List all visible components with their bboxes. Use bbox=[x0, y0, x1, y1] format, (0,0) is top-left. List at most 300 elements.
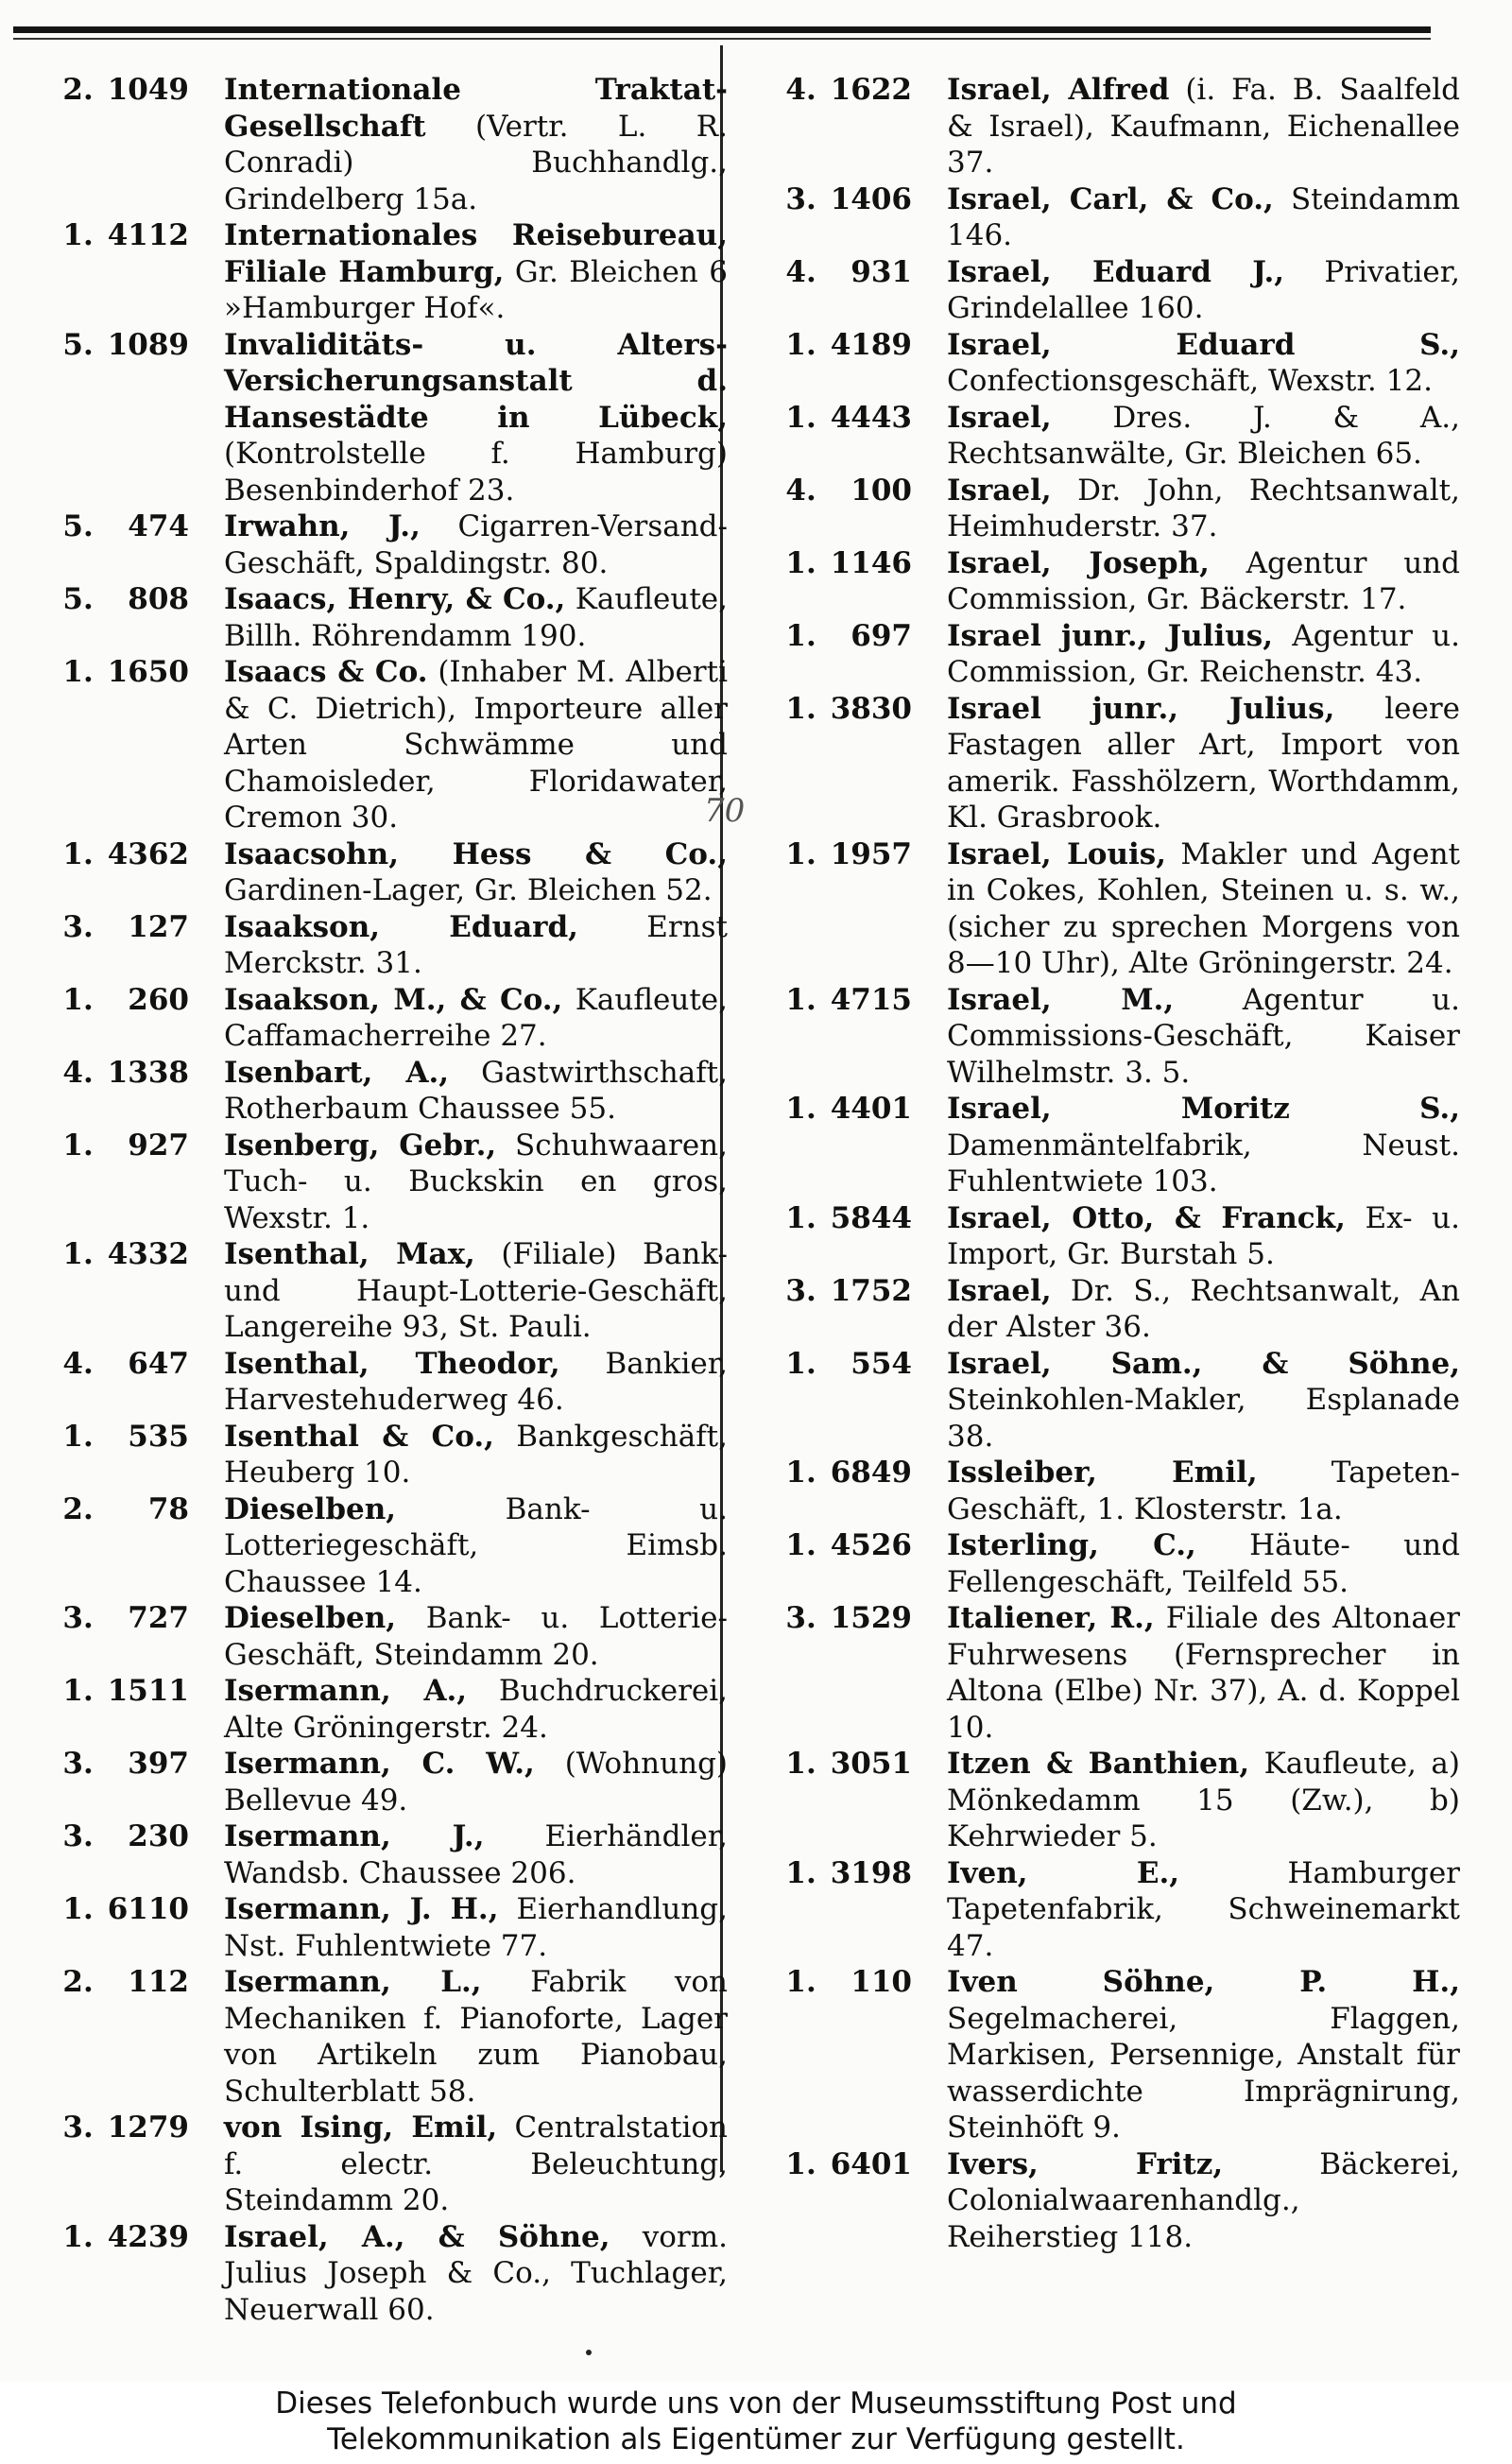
directory-entry bbox=[47, 217, 728, 327]
phone-number: 3 . 1279 bbox=[47, 2110, 213, 2146]
subscriber-number: 4189 bbox=[830, 327, 912, 362]
entry-text bbox=[213, 2219, 728, 2329]
directory-entry bbox=[47, 836, 728, 909]
subscriber-details: Steindamm 146. bbox=[947, 181, 1460, 252]
subscriber-number: 1146 bbox=[830, 545, 912, 580]
exchange-zone: 5 bbox=[62, 509, 83, 543]
subscriber-name: Ivers, Fritz, bbox=[947, 2146, 1224, 2181]
handwritten-correction: 70 bbox=[704, 792, 746, 830]
exchange-zone: 1 bbox=[785, 836, 806, 871]
subscriber-name: Isermann, J., bbox=[224, 1819, 485, 1853]
subscriber-details: Kaufleute, Caffamacherreihe 27. bbox=[224, 982, 728, 1053]
subscriber-details: Gardinen-Lager, Gr. Bleichen 52. bbox=[224, 873, 713, 907]
subscriber-details: Buchdruckerei, Alte Gröningerstr. 24. bbox=[224, 1674, 728, 1745]
subscriber-name: Israel, bbox=[947, 473, 1052, 508]
exchange-zone: 1 bbox=[785, 545, 806, 580]
phone-number: 4 . 1622 bbox=[770, 72, 936, 109]
entry-text bbox=[213, 581, 728, 654]
exchange-zone: 1 bbox=[62, 1419, 83, 1454]
subscriber-details: Gastwirthschaft, Rotherbaum Chaussee 55. bbox=[224, 1055, 728, 1126]
subscriber-details: Bankgeschäft, Heuberg 10. bbox=[224, 1419, 728, 1490]
directory-entry bbox=[47, 654, 728, 836]
phone-number: 1 . 6401 bbox=[770, 2146, 936, 2183]
phone-number: 3 . 1406 bbox=[770, 181, 936, 218]
subscriber-details: (Inhaber M. Alberti & C. Dietrich), Importeure aller Arten Schwämme und Chamoisleder, Floridawater, Cremon 30. bbox=[224, 655, 728, 835]
directory-entry bbox=[47, 1419, 728, 1491]
directory-entry bbox=[47, 1673, 728, 1746]
subscriber-name: Israel, M., bbox=[947, 982, 1175, 1017]
subscriber-details: Agentur u. Commissions-Geschäft, Kaiser Wilhelmstr. 3. 5. bbox=[947, 982, 1461, 1090]
phone-number: 1 . 1511 bbox=[47, 1673, 213, 1710]
entry-text bbox=[213, 72, 728, 217]
subscriber-details: Privatier, Grindelallee 160. bbox=[947, 254, 1460, 325]
subscriber-number: 1529 bbox=[830, 1601, 912, 1635]
exchange-zone: 1 bbox=[62, 1892, 83, 1926]
exchange-zone: 1 bbox=[785, 1965, 806, 1999]
subscriber-name: Isaakson, M., & Co., bbox=[224, 982, 563, 1017]
phone-number: 1 . 4112 bbox=[47, 217, 213, 254]
subscriber-number: 1752 bbox=[830, 1273, 912, 1308]
entry-text bbox=[213, 1491, 728, 1601]
phone-number: 1 . 4189 bbox=[770, 327, 936, 364]
entry-text bbox=[213, 1600, 728, 1673]
directory-entry bbox=[770, 254, 1460, 327]
subscriber-number: 4362 bbox=[107, 836, 189, 871]
exchange-zone: 1 bbox=[62, 1237, 83, 1271]
entry-text bbox=[213, 1346, 728, 1419]
subscriber-name: Isenthal & Co., bbox=[224, 1419, 494, 1454]
exchange-zone: 3 bbox=[62, 909, 83, 944]
subscriber-name: Israel, Eduard J., bbox=[947, 254, 1285, 289]
phone-number: 1 . 535 bbox=[47, 1419, 213, 1456]
entry-text bbox=[213, 1964, 728, 2110]
entry-text bbox=[213, 217, 728, 327]
subscriber-details: Makler und Agent in Cokes, Kohlen, Steinen u. s. w., (sicher zu sprechen Morgens von 8—10 Uhr), Alte Gröningerstr. 24. bbox=[947, 836, 1460, 980]
subscriber-name: Invaliditäts- u. Alters-Versicherungsanstalt d. Hansestädte in Lübeck, bbox=[224, 327, 728, 435]
subscriber-details: Dr. S., Rechtsanwalt, An der Alster 36. bbox=[947, 1273, 1460, 1344]
subscriber-number: 4401 bbox=[830, 1092, 912, 1126]
entry-text bbox=[213, 1891, 728, 1964]
subscriber-number: 4239 bbox=[107, 2219, 189, 2254]
directory-entry bbox=[47, 1964, 728, 2110]
subscriber-details: Gr. Bleichen 6 »Hamburger Hof«. bbox=[224, 254, 728, 325]
subscriber-name: Dieselben, bbox=[224, 1491, 397, 1526]
subscriber-name: Isermann, A., bbox=[224, 1674, 468, 1708]
entry-text bbox=[936, 1346, 1460, 1456]
footer-line-2: Telekommunikation als Eigentümer zur Verfügung gestellt. bbox=[327, 2422, 1185, 2456]
exchange-zone: 1 bbox=[785, 1855, 806, 1890]
entry-text bbox=[936, 473, 1460, 545]
subscriber-details: (Kontrolstelle f. Hamburg) Besenbinderhof 23. bbox=[224, 437, 728, 508]
subscriber-number: 808 bbox=[128, 582, 189, 616]
subscriber-number: 535 bbox=[128, 1419, 189, 1454]
right-column bbox=[770, 72, 1460, 2255]
subscriber-name: Isenthal, Max, bbox=[224, 1237, 475, 1271]
subscriber-number: 4112 bbox=[107, 218, 189, 252]
subscriber-details: Ex- u. Import, Gr. Burstah 5. bbox=[947, 1200, 1460, 1271]
entry-text bbox=[213, 1419, 728, 1491]
subscriber-number: 927 bbox=[128, 1128, 189, 1163]
subscriber-details: Tapeten-Geschäft, 1. Klosterstr. 1a. bbox=[947, 1456, 1460, 1526]
subscriber-name: Isterling, C., bbox=[947, 1528, 1196, 1562]
subscriber-name: Israel, A., & Söhne, bbox=[224, 2219, 610, 2254]
phone-number: 5 . 474 bbox=[47, 508, 213, 545]
subscriber-name: Isaacsohn, Hess & Co., bbox=[224, 836, 728, 871]
exchange-zone: 4 bbox=[62, 1055, 83, 1090]
subscriber-name: Italiener, R., bbox=[947, 1601, 1155, 1635]
exchange-zone: 4 bbox=[785, 254, 806, 289]
subscriber-number: 1957 bbox=[830, 836, 912, 871]
footer-credit bbox=[0, 2382, 1512, 2464]
subscriber-details: Filiale des Altonaer Fuhrwesens (Fernsprecher in Altona (Elbe) Nr. 37), A. d. Koppel 10. bbox=[947, 1601, 1460, 1745]
directory-entry bbox=[47, 982, 728, 1055]
exchange-zone: 1 bbox=[62, 2219, 83, 2254]
phone-number: 1 . 4239 bbox=[47, 2219, 213, 2256]
subscriber-number: 931 bbox=[850, 254, 912, 289]
phone-number: 4 . 100 bbox=[770, 473, 936, 509]
entry-text bbox=[213, 1746, 728, 1818]
directory-entry bbox=[770, 545, 1460, 618]
subscriber-details: vorm. Julius Joseph & Co., Tuchlager, Neuerwall 60. bbox=[224, 2219, 728, 2327]
exchange-zone: 1 bbox=[785, 1456, 806, 1490]
directory-entry bbox=[770, 1855, 1460, 1965]
entry-text bbox=[213, 1673, 728, 1746]
exchange-zone: 1 bbox=[62, 1674, 83, 1708]
phone-number: 1 . 697 bbox=[770, 618, 936, 655]
directory-entry bbox=[770, 1346, 1460, 1456]
subscriber-number: 3830 bbox=[830, 691, 912, 726]
ink-dot bbox=[586, 2350, 592, 2355]
entry-text bbox=[936, 72, 1460, 181]
subscriber-name: Israel, Sam., & Söhne, bbox=[947, 1346, 1460, 1381]
exchange-zone: 1 bbox=[785, 2146, 806, 2181]
subscriber-number: 230 bbox=[128, 1819, 189, 1853]
entry-text bbox=[936, 545, 1460, 618]
top-rule-thin bbox=[13, 38, 1431, 40]
directory-entry bbox=[770, 691, 1460, 836]
phone-number: 1 . 1146 bbox=[770, 545, 936, 582]
exchange-zone: 1 bbox=[62, 982, 83, 1017]
subscriber-name: Dieselben, bbox=[224, 1601, 397, 1635]
subscriber-details: Steinkohlen-Makler, Esplanade 38. bbox=[947, 1383, 1460, 1454]
subscriber-name: Isenthal, Theodor, bbox=[224, 1346, 560, 1381]
entry-text bbox=[936, 1455, 1460, 1527]
directory-entry bbox=[47, 1600, 728, 1673]
subscriber-number: 554 bbox=[850, 1346, 912, 1381]
directory-entry bbox=[770, 1091, 1460, 1200]
entry-text bbox=[213, 836, 728, 909]
entry-text bbox=[936, 1855, 1460, 1965]
subscriber-number: 112 bbox=[128, 1965, 189, 1999]
directory-entry bbox=[47, 1746, 728, 1818]
subscriber-name: Iven, E., bbox=[947, 1855, 1180, 1890]
entry-text bbox=[936, 1746, 1460, 1855]
entry-text bbox=[936, 254, 1460, 327]
subscriber-details: (Vertr. L. R. Conradi) Buchhandlg., Grindelberg 15a. bbox=[224, 109, 728, 216]
exchange-zone: 1 bbox=[785, 618, 806, 653]
entry-text bbox=[936, 691, 1460, 836]
subscriber-number: 6110 bbox=[107, 1892, 189, 1926]
subscriber-details: leere Fastagen aller Art, Import von amerik. Fasshölzern, Worthdamm, Kl. Grasbrook. bbox=[947, 691, 1460, 835]
entry-text bbox=[936, 181, 1460, 254]
phone-number: 3 . 727 bbox=[47, 1600, 213, 1637]
entry-text bbox=[936, 982, 1460, 1092]
subscriber-details: Fabrik von Mechaniken f. Pianoforte, Lager von Artikeln zum Pianobau, Schulterblatt 58. bbox=[224, 1965, 728, 2109]
subscriber-number: 1089 bbox=[107, 327, 189, 362]
directory-entry bbox=[770, 327, 1460, 400]
subscriber-details: Bank- u. Lotterie-Geschäft, Steindamm 20. bbox=[224, 1601, 728, 1672]
phone-number: 2 . 78 bbox=[47, 1491, 213, 1528]
subscriber-details: Cigarren-Versand-Geschäft, Spaldingstr. 80. bbox=[224, 509, 728, 580]
phone-number: 1 . 6110 bbox=[47, 1891, 213, 1928]
exchange-zone: 1 bbox=[785, 1747, 806, 1781]
subscriber-number: 78 bbox=[147, 1491, 189, 1526]
exchange-zone: 1 bbox=[62, 836, 83, 871]
entry-text bbox=[213, 2110, 728, 2219]
subscriber-number: 1338 bbox=[107, 1055, 189, 1090]
subscriber-details: Häute- und Fellengeschäft, Teilfeld 55. bbox=[947, 1528, 1460, 1599]
entry-text bbox=[936, 1527, 1460, 1600]
directory-entry bbox=[770, 1964, 1460, 2146]
subscriber-number: 474 bbox=[128, 509, 189, 543]
subscriber-name: Isermann, C. W., bbox=[224, 1747, 535, 1781]
entry-text bbox=[936, 400, 1460, 473]
directory-entry bbox=[47, 1128, 728, 1237]
exchange-zone: 1 bbox=[62, 1128, 83, 1163]
phone-number: 1 . 4401 bbox=[770, 1091, 936, 1128]
subscriber-number: 4526 bbox=[830, 1528, 912, 1562]
entry-text bbox=[213, 327, 728, 509]
subscriber-details: (Filiale) Bank- und Haupt-Lotterie-Geschäft, Langereihe 93, St. Pauli. bbox=[224, 1237, 728, 1344]
exchange-zone: 1 bbox=[785, 1092, 806, 1126]
directory-entry bbox=[47, 2219, 728, 2329]
subscriber-name: Israel, bbox=[947, 400, 1052, 435]
phone-number: 3 . 230 bbox=[47, 1818, 213, 1855]
subscriber-number: 110 bbox=[850, 1965, 912, 1999]
exchange-zone: 3 bbox=[785, 1273, 806, 1308]
directory-entry bbox=[770, 1455, 1460, 1527]
subscriber-details: Segelmacherei, Flaggen, Markisen, Persennige, Anstalt für wasserdichte Imprägnirung, Steinhöft 9. bbox=[947, 2001, 1460, 2145]
directory-entry bbox=[770, 1746, 1460, 1855]
subscriber-number: 1622 bbox=[830, 73, 912, 107]
subscriber-name: Isenbart, A., bbox=[224, 1055, 450, 1090]
subscriber-details: Ernst Merckstr. 31. bbox=[224, 909, 729, 980]
directory-entry bbox=[770, 72, 1460, 181]
subscriber-number: 1406 bbox=[830, 181, 912, 216]
subscriber-details: Bank- u. Lotteriegeschäft, Eimsb. Chaussee 14. bbox=[224, 1491, 728, 1599]
exchange-zone: 1 bbox=[62, 218, 83, 252]
phone-number: 2 . 112 bbox=[47, 1964, 213, 2001]
exchange-zone: 5 bbox=[62, 582, 83, 616]
subscriber-details: Dr. John, Rechtsanwalt, Heimhuderstr. 37. bbox=[947, 473, 1460, 543]
subscriber-name: Israel, Joseph, bbox=[947, 545, 1210, 580]
subscriber-name: Israel, Moritz S., bbox=[947, 1092, 1460, 1126]
phone-number: 3 . 1752 bbox=[770, 1273, 936, 1310]
phone-number: 5 . 1089 bbox=[47, 327, 213, 364]
directory-entry bbox=[47, 1236, 728, 1346]
exchange-zone: 1 bbox=[785, 327, 806, 362]
subscriber-details: Centralstation f. electr. Beleuchtung, Steindamm 20. bbox=[224, 2111, 728, 2217]
directory-entry bbox=[770, 1600, 1460, 1746]
subscriber-number: 260 bbox=[128, 982, 189, 1017]
directory-entry bbox=[47, 909, 728, 982]
phone-number: 1 . 554 bbox=[770, 1346, 936, 1383]
exchange-zone: 2 bbox=[62, 1491, 83, 1526]
subscriber-name: Internationales Reisebureau, Filiale Hamburg, bbox=[224, 218, 728, 289]
phone-number: 3 . 397 bbox=[47, 1746, 213, 1783]
subscriber-details: Bankier, Harvestehuderweg 46. bbox=[224, 1346, 728, 1417]
subscriber-number: 727 bbox=[128, 1601, 189, 1635]
directory-entry bbox=[47, 1055, 728, 1128]
subscriber-name: Israel, Eduard S., bbox=[947, 327, 1460, 362]
directory-entry bbox=[770, 836, 1460, 982]
exchange-zone: 2 bbox=[62, 1965, 83, 1999]
subscriber-number: 6401 bbox=[830, 2146, 912, 2181]
directory-entry bbox=[770, 181, 1460, 254]
subscriber-name: Isenberg, Gebr., bbox=[224, 1128, 497, 1163]
subscriber-number: 3198 bbox=[830, 1855, 912, 1890]
subscriber-details: (i. Fa. B. Saalfeld & Israel), Kaufmann, Eichenallee 37. bbox=[947, 73, 1460, 180]
subscriber-details: Schuhwaaren, Tuch- u. Buckskin en gros, Wexstr. 1. bbox=[224, 1128, 728, 1235]
subscriber-details: Agentur u. Commission, Gr. Reichenstr. 43. bbox=[947, 618, 1460, 689]
directory-entry bbox=[770, 982, 1460, 1092]
exchange-zone: 3 bbox=[62, 2111, 83, 2145]
phone-number: 4 . 1338 bbox=[47, 1055, 213, 1092]
entry-text bbox=[213, 1236, 728, 1346]
directory-entry bbox=[47, 508, 728, 581]
subscriber-number: 4443 bbox=[830, 400, 912, 435]
subscriber-number: 4332 bbox=[107, 1237, 189, 1271]
subscriber-name: Iven Söhne, P. H., bbox=[947, 1965, 1460, 1999]
directory-entry bbox=[770, 1273, 1460, 1346]
entry-text bbox=[936, 2146, 1460, 2256]
subscriber-name: Israel, Otto, & Franck, bbox=[947, 1200, 1346, 1235]
phone-number: 1 . 927 bbox=[47, 1128, 213, 1164]
subscriber-number: 127 bbox=[128, 909, 189, 944]
phone-number: 3 . 1529 bbox=[770, 1600, 936, 1637]
exchange-zone: 4 bbox=[785, 473, 806, 508]
subscriber-details: Damenmäntelfabrik, Neust. Fuhlentwiete 103. bbox=[947, 1128, 1460, 1198]
phone-number: 4 . 931 bbox=[770, 254, 936, 291]
entry-text bbox=[936, 1964, 1460, 2146]
entry-text bbox=[213, 1818, 728, 1891]
top-rule bbox=[13, 26, 1431, 33]
exchange-zone: 1 bbox=[785, 691, 806, 726]
subscriber-name: Internationale Traktat-Gesellschaft bbox=[224, 73, 728, 144]
subscriber-name: von Ising, Emil, bbox=[224, 2111, 498, 2145]
directory-entry bbox=[770, 1200, 1460, 1273]
phone-number: 1 . 1650 bbox=[47, 654, 213, 691]
subscriber-number: 1650 bbox=[107, 655, 189, 689]
exchange-zone: 1 bbox=[785, 1346, 806, 1381]
phone-number: 1 . 4715 bbox=[770, 982, 936, 1019]
exchange-zone: 5 bbox=[62, 327, 83, 362]
exchange-zone: 1 bbox=[62, 655, 83, 689]
subscriber-number: 1279 bbox=[107, 2111, 189, 2145]
phone-number: 5 . 808 bbox=[47, 581, 213, 618]
directory-entry bbox=[47, 1818, 728, 1891]
subscriber-name: Israel, Carl, & Co., bbox=[947, 181, 1274, 216]
directory-entry bbox=[47, 327, 728, 509]
phone-number: 1 . 3051 bbox=[770, 1746, 936, 1783]
subscriber-number: 1049 bbox=[107, 73, 189, 107]
subscriber-details: Eierhandlung, Nst. Fuhlentwiete 77. bbox=[224, 1892, 728, 1963]
entry-text bbox=[936, 1273, 1460, 1346]
phone-number: 3 . 127 bbox=[47, 909, 213, 946]
subscriber-number: 6849 bbox=[830, 1456, 912, 1490]
directory-entry bbox=[47, 1891, 728, 1964]
phone-number: 2 . 1049 bbox=[47, 72, 213, 109]
exchange-zone: 1 bbox=[785, 982, 806, 1017]
footer-line-1: Dieses Telefonbuch wurde uns von der Museumsstiftung Post und bbox=[275, 2386, 1237, 2421]
directory-entry bbox=[47, 2110, 728, 2219]
exchange-zone: 3 bbox=[62, 1747, 83, 1781]
exchange-zone: 3 bbox=[62, 1601, 83, 1635]
phone-number: 1 . 3830 bbox=[770, 691, 936, 728]
exchange-zone: 3 bbox=[785, 181, 806, 216]
subscriber-details: Agentur und Commission, Gr. Bäckerstr. 17. bbox=[947, 545, 1460, 616]
left-column bbox=[47, 72, 728, 2328]
subscriber-number: 697 bbox=[850, 618, 912, 653]
directory-entry bbox=[770, 2146, 1460, 2256]
exchange-zone: 1 bbox=[785, 400, 806, 435]
directory-entry bbox=[47, 72, 728, 217]
entry-text bbox=[213, 508, 728, 581]
entry-text bbox=[936, 1200, 1460, 1273]
subscriber-number: 4715 bbox=[830, 982, 912, 1017]
subscriber-name: Israel, Louis, bbox=[947, 836, 1167, 871]
phone-number: 1 . 5844 bbox=[770, 1200, 936, 1237]
exchange-zone: 4 bbox=[62, 1346, 83, 1381]
directory-entry bbox=[770, 1527, 1460, 1600]
subscriber-name: Isermann, L., bbox=[224, 1965, 482, 1999]
phone-number: 1 . 110 bbox=[770, 1964, 936, 2001]
subscriber-number: 1511 bbox=[107, 1674, 189, 1708]
entry-text bbox=[213, 1128, 728, 1237]
entry-text bbox=[213, 982, 728, 1055]
subscriber-number: 397 bbox=[128, 1747, 189, 1781]
phone-number: 4 . 647 bbox=[47, 1346, 213, 1383]
exchange-zone: 3 bbox=[785, 1601, 806, 1635]
exchange-zone: 1 bbox=[785, 1528, 806, 1562]
entry-text bbox=[936, 836, 1460, 982]
subscriber-number: 5844 bbox=[830, 1200, 912, 1235]
subscriber-name: Israel, bbox=[947, 1273, 1052, 1308]
entry-text bbox=[213, 654, 728, 836]
subscriber-number: 100 bbox=[850, 473, 912, 508]
subscriber-name: Israel junr., Julius, bbox=[947, 691, 1335, 726]
subscriber-details: Bäckerei, Colonialwaarenhandlg., Reiherstieg 118. bbox=[947, 2146, 1460, 2254]
subscriber-details: Confectionsgeschäft, Wexstr. 12. bbox=[947, 364, 1433, 398]
subscriber-name: Itzen & Banthien, bbox=[947, 1747, 1250, 1781]
subscriber-name: Irwahn, J., bbox=[224, 509, 421, 543]
phone-number: 1 . 4332 bbox=[47, 1236, 213, 1273]
directory-entry bbox=[47, 1346, 728, 1419]
phone-number: 1 . 4526 bbox=[770, 1527, 936, 1564]
directory-entry bbox=[770, 618, 1460, 691]
entry-text bbox=[213, 1055, 728, 1128]
entry-text bbox=[213, 909, 728, 982]
exchange-zone: 2 bbox=[62, 73, 83, 107]
subscriber-name: Issleiber, Emil, bbox=[947, 1456, 1258, 1490]
subscriber-details: Kaufleute, Billh. Röhrendamm 190. bbox=[224, 582, 728, 653]
subscriber-name: Isaacs & Co. bbox=[224, 655, 428, 689]
subscriber-name: Isaacs, Henry, & Co., bbox=[224, 582, 566, 616]
subscriber-name: Israel junr., Julius, bbox=[947, 618, 1274, 653]
phone-number: 1 . 4362 bbox=[47, 836, 213, 873]
directory-entry bbox=[47, 581, 728, 654]
exchange-zone: 4 bbox=[785, 73, 806, 107]
